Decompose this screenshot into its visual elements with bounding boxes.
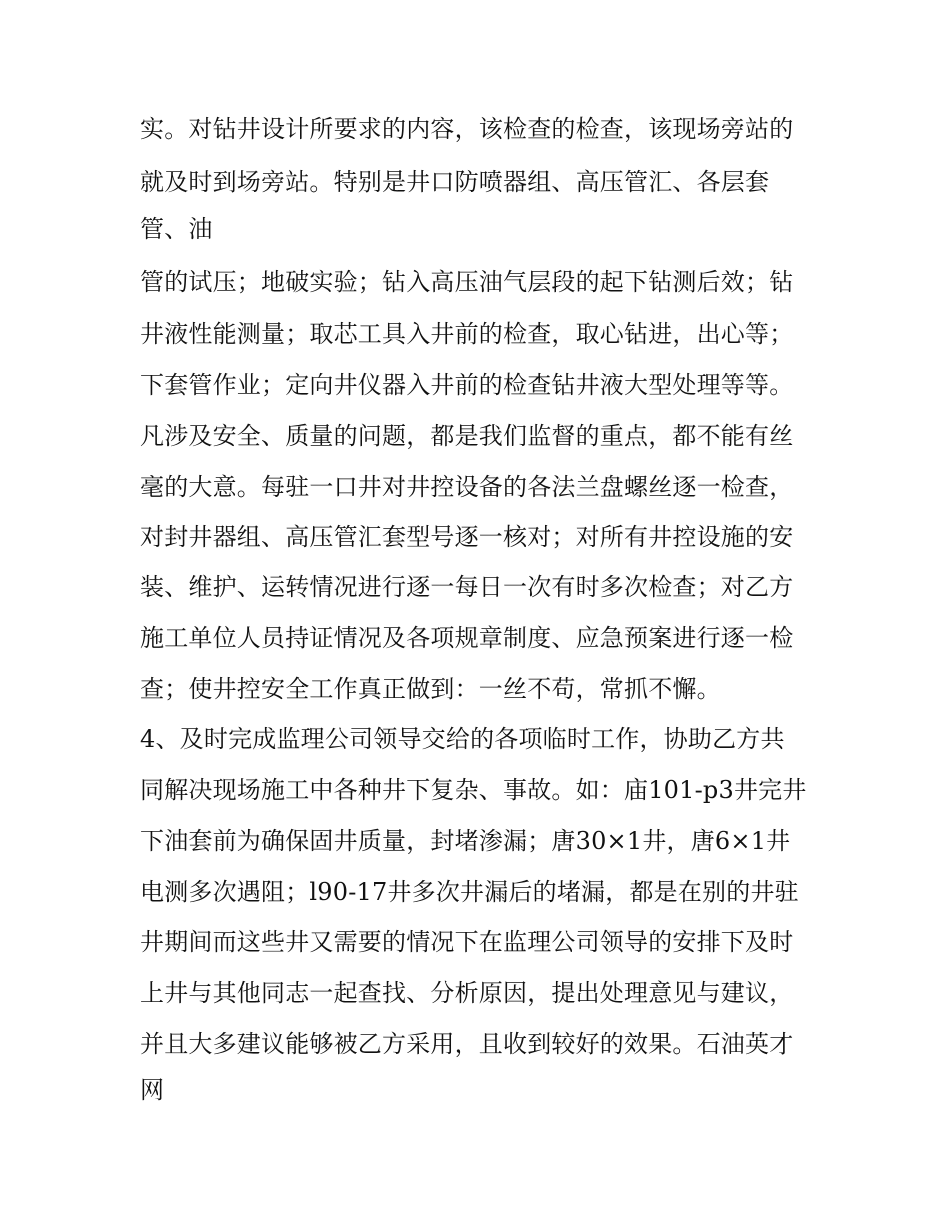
text-line: 凡涉及安全、质量的问题，都是我们监督的重点，都不能有丝 xyxy=(140,422,794,450)
text-line: 管、油 xyxy=(140,215,213,243)
text-line: 同解决现场施工中各种井下复杂、事故。如：庙101-p3井完井 xyxy=(140,776,807,804)
text-line: 就及时到场旁站。特别是井口防喷器组、高压管汇、各层套 xyxy=(140,168,770,196)
text-line: 毫的大意。每驻一口井对井控设备的各法兰盘螺丝逐一检查， xyxy=(140,473,794,501)
text-line: 井期间而这些井又需要的情况下在监理公司领导的安排下及时 xyxy=(140,928,794,956)
text-line: 上井与其他同志一起查找、分析原因，提出处理意见与建议， xyxy=(140,979,794,1007)
text-line: 装、维护、运转情况进行逐一每日一次有时多次检查；对乙方 xyxy=(140,573,794,601)
text-line: 井液性能测量；取芯工具入井前的检查，取心钻进，出心等； xyxy=(140,320,794,348)
text-line: 下油套前为确保固井质量，封堵渗漏；唐30×1井，唐6×1井 xyxy=(140,827,791,855)
text-line: 管的试压；地破实验；钻入高压油气层段的起下钻测后效；钻 xyxy=(140,268,794,296)
text-line: 施工单位人员持证情况及各项规章制度、应急预案进行逐一检 xyxy=(140,624,794,652)
text-line: 4、及时完成监理公司领导交给的各项临时工作，协助乙方共 xyxy=(140,725,785,753)
text-line: 并且大多建议能够被乙方采用，且收到较好的效果。石油英才 xyxy=(140,1030,794,1058)
text-line: 电测多次遇阻；l90-17井多次井漏后的堵漏，都是在别的井驻 xyxy=(140,878,799,906)
text-line: 实。对钻井设计所要求的内容，该检查的检查，该现场旁站的 xyxy=(140,115,794,143)
text-line: 网 xyxy=(140,1076,165,1104)
text-line: 对封井器组、高压管汇套型号逐一核对；对所有井控设施的安 xyxy=(140,523,794,551)
text-line: 查；使井控安全工作真正做到：一丝不苟，常抓不懈。 xyxy=(140,675,721,703)
text-line: 下套管作业；定向井仪器入井前的检查钻井液大型处理等等。 xyxy=(140,371,794,399)
